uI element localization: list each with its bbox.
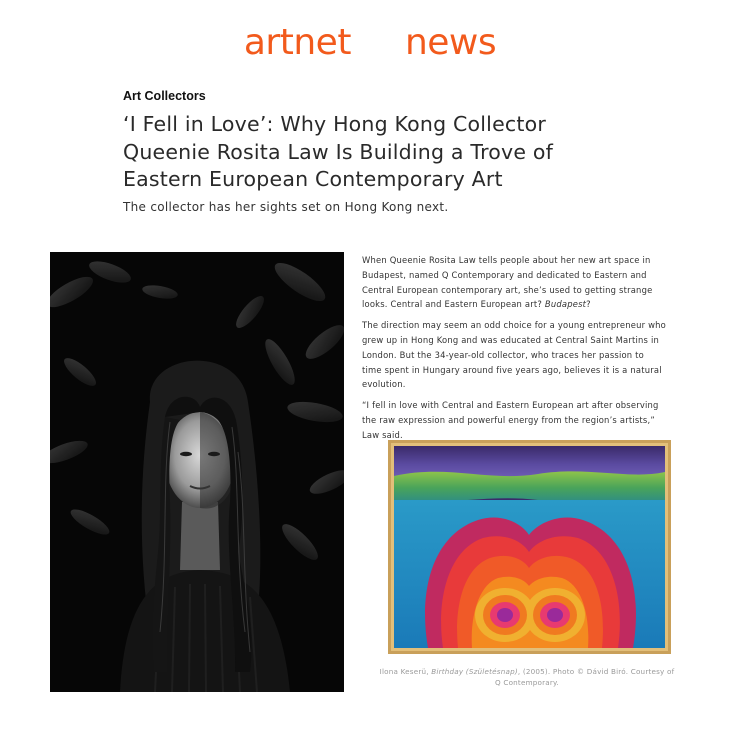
paragraph-line: time spent in Hungary around five years ago, believes it is a natural [362, 364, 662, 375]
italic-run: Budapest [544, 299, 587, 310]
image-caption [362, 666, 692, 688]
paragraph [362, 253, 692, 312]
paragraph [362, 398, 692, 442]
artnet-news-logo[interactable] [0, 22, 740, 72]
article-subhead: The collector has her sights set on Hong Kong next. [123, 200, 449, 214]
headline-line: ‘I Fell in Love’: Why Hong Kong Collector [123, 112, 546, 136]
paragraph-line: grew up in Hong Kong and was educated at Central Saint Martins in [362, 334, 660, 345]
paragraph-line: evolution. [362, 379, 406, 390]
text-run: looks. Central and Eastern European art? [362, 299, 545, 310]
collector-portrait-photo [50, 252, 344, 692]
paragraph-line [362, 297, 692, 312]
caption-line [362, 666, 692, 677]
headline-line: Queenie Rosita Law Is Building a Trove of [123, 139, 554, 164]
category-link[interactable]: Art Collectors [123, 89, 206, 103]
paragraph-line: “I fell in love with Central and Eastern European art after observing [362, 400, 659, 411]
logo-word-news: news [404, 22, 497, 63]
paragraph-line: The direction may seem an odd choice for a young entrepreneur who [362, 320, 666, 331]
painting-image [388, 440, 671, 654]
birthday-painting [388, 440, 671, 654]
caption-artist: Ilona Keserü, [379, 667, 432, 676]
caption-line: Q Contemporary. [495, 678, 559, 687]
caption-title: Birthday (Születésnap) [431, 667, 518, 676]
paragraph-line: Central European contemporary art, she’s used to getting strange [362, 284, 653, 295]
article-body [362, 253, 692, 449]
text-run: ? [586, 299, 591, 310]
paragraph-line: London. But the 34-year-old collector, who traces her passion to [362, 349, 644, 360]
portrait-illustration [50, 252, 344, 692]
article-headline [123, 111, 643, 194]
caption-credit: , (2005). Photo © Dávid Biró. Courtesy of [517, 667, 675, 676]
logo-word-artnet: artnet [243, 22, 351, 63]
headline-line: Eastern European Contemporary Art [123, 167, 503, 191]
paragraph-line: the raw expression and powerful energy from the region’s artists,” [362, 414, 655, 425]
paragraph-line: Budapest, named Q Contemporary and dedicated to Eastern and [362, 269, 647, 280]
paragraph [362, 318, 692, 392]
paragraph-line: When Queenie Rosita Law tells people about her new art space in [362, 255, 651, 265]
paragraph-line: Law said. [362, 429, 403, 440]
